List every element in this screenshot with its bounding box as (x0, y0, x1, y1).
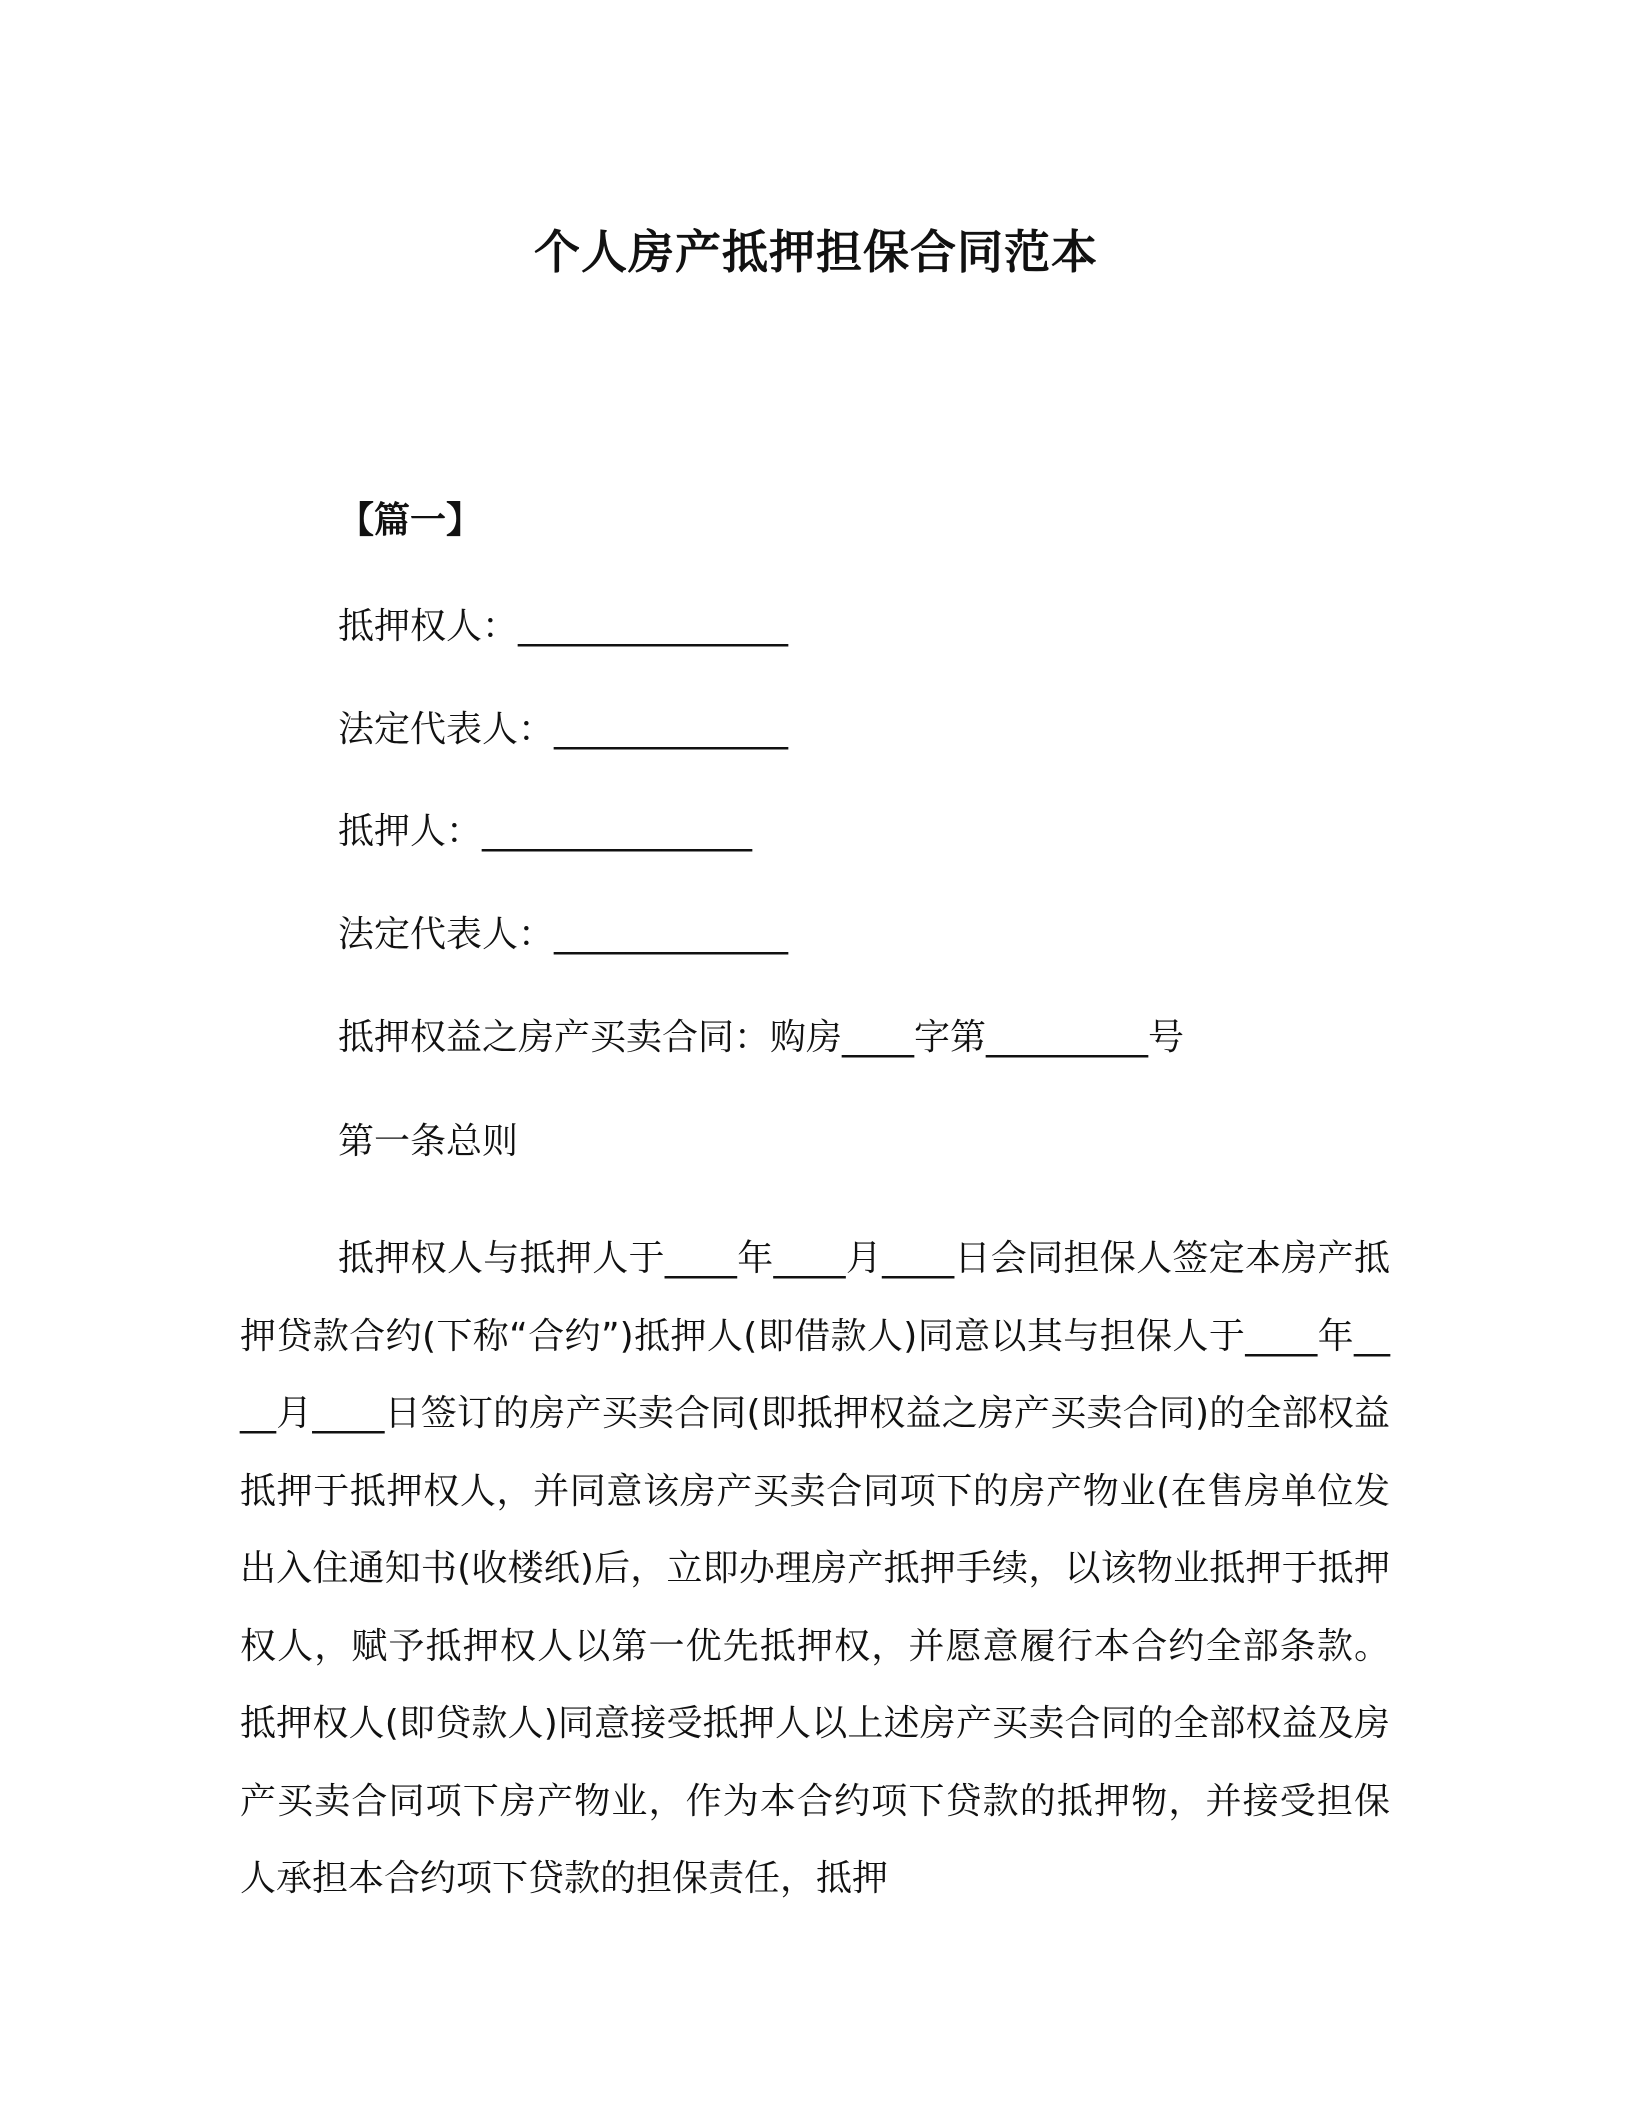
body-paragraph: 抵押权人与抵押人于____年____月____日会同担保人签定本房产抵押贷款合约(下称“合约”)抵押人(即借款人)同意以其与担保人于____年____月____日签订的房产买卖合同(即抵押权益之房产买卖合同)的全部权益抵押于抵押权人，并同意该房产买卖合同项下的房产物业(在售房单位发出入住通知书(收楼纸)后，立即办理房产抵押手续，以该物业抵押于抵押权人，赋予抵押权人以第一优先抵押权，并愿意履行本合约全部条款。抵押权人(即贷款人)同意接受抵押人以上述房产买卖合同的全部权益及房产买卖合同项下房产物业，作为本合约项下贷款的抵押物，并接受担保人承担本合约项下贷款的担保责任，抵押 (240, 1238, 1390, 1899)
field-legal-representative-2: 法定代表人：_____________ (338, 914, 789, 955)
section-label: 【篇一】 (338, 500, 483, 541)
field-purchase-contract: 抵押权益之房产买卖合同：购房____字第_________号 (338, 1017, 1185, 1058)
field-mortgagee: 抵押权人：_______________ (338, 606, 789, 647)
field-legal-representative-1: 法定代表人：_____________ (338, 709, 789, 750)
document-title: 个人房产抵押担保合同范本 (534, 225, 1098, 279)
article-heading: 第一条总则 (338, 1121, 519, 1162)
field-mortgagor: 抵押人：_______________ (338, 811, 753, 852)
